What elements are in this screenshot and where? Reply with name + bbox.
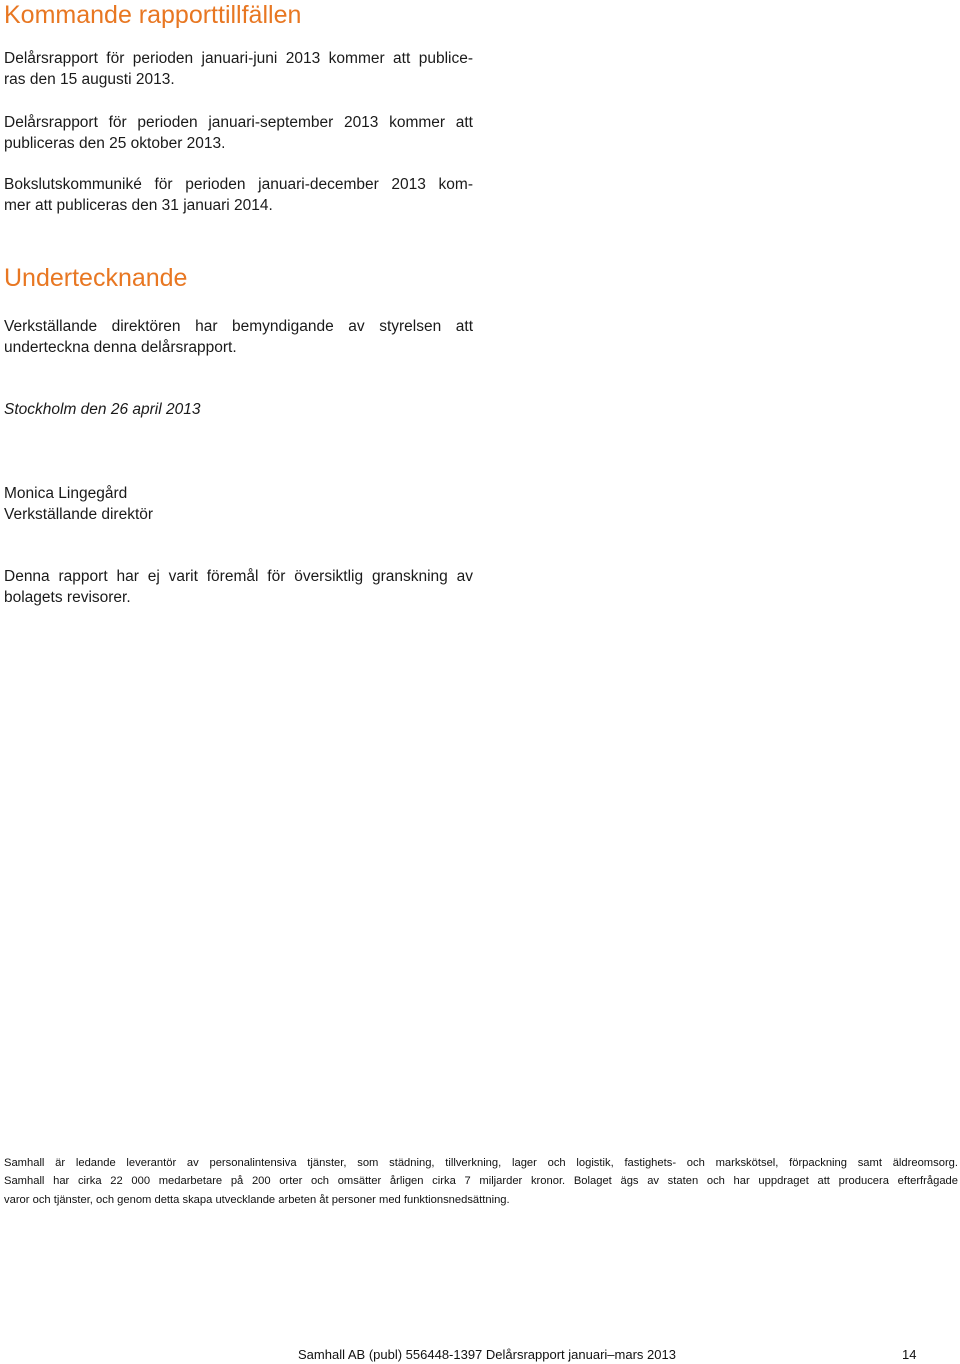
upcoming-report-q2 (4, 48, 473, 90)
signatory-title: Verkställande direktör (4, 506, 154, 523)
page-number: 14 (902, 1347, 917, 1362)
about-line: Samhall är ledande leverantör av personalintensiva tjänster, som städning, tillverkning, lager och logistik, fastighets- och markskötsel, förpackning samt äldreomsorg. (4, 1157, 958, 1169)
place-date-text: Stockholm den 26 april 2013 (4, 401, 201, 418)
signatory-name: Monica Lingegård (4, 485, 128, 502)
upcoming-year-end-report (4, 174, 473, 216)
upcoming-report-q3 (4, 112, 473, 154)
about-company (4, 1154, 958, 1209)
audit-review-note (4, 566, 473, 608)
page-footer: Samhall AB (publ) 556448-1397 Delårsrapport januari–mars 2013 (298, 1347, 676, 1362)
heading-signing: Undertecknande (4, 264, 188, 292)
heading-upcoming-reports: Kommande rapporttillfällen (4, 1, 302, 29)
paragraph-line: Denna rapport har ej varit föremål för översiktlig granskning av (4, 568, 473, 585)
signing-authorization (4, 316, 473, 358)
about-line: varor och tjänster, och genom detta skapa utvecklande arbeten åt personer med funktionsnedsättning. (4, 1193, 510, 1206)
paragraph-line: bolagets revisorer. (4, 589, 131, 606)
paragraph-line: Verkställande direktören har bemyndigande av styrelsen att (4, 318, 473, 335)
paragraph-line: Delårsrapport för perioden januari-september 2013 kommer att (4, 114, 473, 131)
paragraph-line: ras den 15 augusti 2013. (4, 71, 175, 88)
paragraph-line: Bokslutskommuniké för perioden januari-december 2013 kom- (4, 176, 473, 193)
about-line: Samhall har cirka 22 000 medarbetare på 200 orter och omsätter årligen cirka 7 miljarder kronor. Bolaget ägs av staten och har uppdraget att producera efterfrågade (4, 1175, 958, 1188)
paragraph-line: publiceras den 25 oktober 2013. (4, 135, 226, 152)
place-and-date (4, 399, 200, 420)
paragraph-line: underteckna denna delårsrapport. (4, 339, 237, 356)
signatory (4, 483, 153, 525)
paragraph-line: mer att publiceras den 31 januari 2014. (4, 197, 273, 214)
paragraph-line: Delårsrapport för perioden januari-juni 2013 kommer att publice- (4, 50, 473, 67)
